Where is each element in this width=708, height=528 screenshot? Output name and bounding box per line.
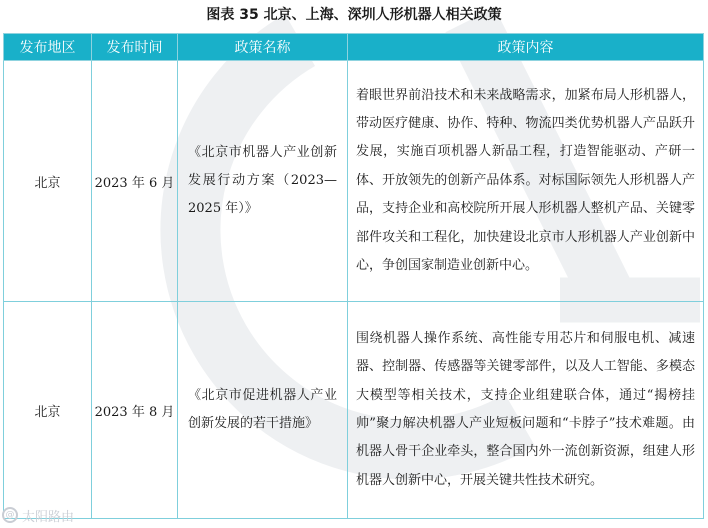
cell-policy-content: 着眼世界前沿技术和未来战略需求，加紧布局人形机器人，带动医疗健康、协作、特种、物流四类优势机器人产品跃升发展，实施百项机器人新品工程，打造智能驱动、产研一体、开放领先的创新产品体系。对标国际领先人形机器人产品，支持企业和高校院所开展人形机器人整机产品、关键零部件攻关和工程化，加快建设北京市人形机器人产业创新中心，争创国家制造业创新中心。: [348, 61, 704, 302]
header-policy-name: 政策名称: [178, 34, 348, 61]
table-caption: 图表 35 北京、上海、深圳人形机器人相关政策: [206, 7, 502, 23]
footer-logo-text: 太阳路由: [22, 509, 75, 525]
cell-region: 北京: [4, 61, 92, 302]
header-date: 发布时间: [92, 34, 178, 61]
cell-policy-name: 《北京市机器人产业创新发展行动方案（2023—2025 年）》: [178, 61, 348, 302]
cell-date: 2023 年 8 月: [92, 302, 178, 519]
cell-policy-name: 《北京市促进机器人产业创新发展的若干措施》: [178, 302, 348, 519]
header-policy-content: 政策内容: [348, 34, 704, 61]
table-header-row: [4, 34, 704, 61]
cell-region: 北京: [4, 302, 92, 519]
footer-logo: [2, 504, 74, 526]
table-row: [4, 302, 704, 519]
header-region: 发布地区: [4, 34, 92, 61]
table-row: [4, 61, 704, 302]
cell-date: 2023 年 6 月: [92, 61, 178, 302]
cell-policy-content: 围绕机器人操作系统、高性能专用芯片和伺服电机、减速器、控制器、传感器等关键零部件，以及人工智能、多模态大模型等相关技术，支持企业组建联合体，通过“揭榜挂帅”聚力解决机器人产业短板问题和“卡脖子”技术难题。由机器人骨干企业牵头，整合国内外一流创新资源，组建人形机器人创新中心，开展关键共性技术研究。: [348, 302, 704, 519]
policy-table: [3, 33, 704, 519]
logo-icon: @: [2, 507, 18, 523]
